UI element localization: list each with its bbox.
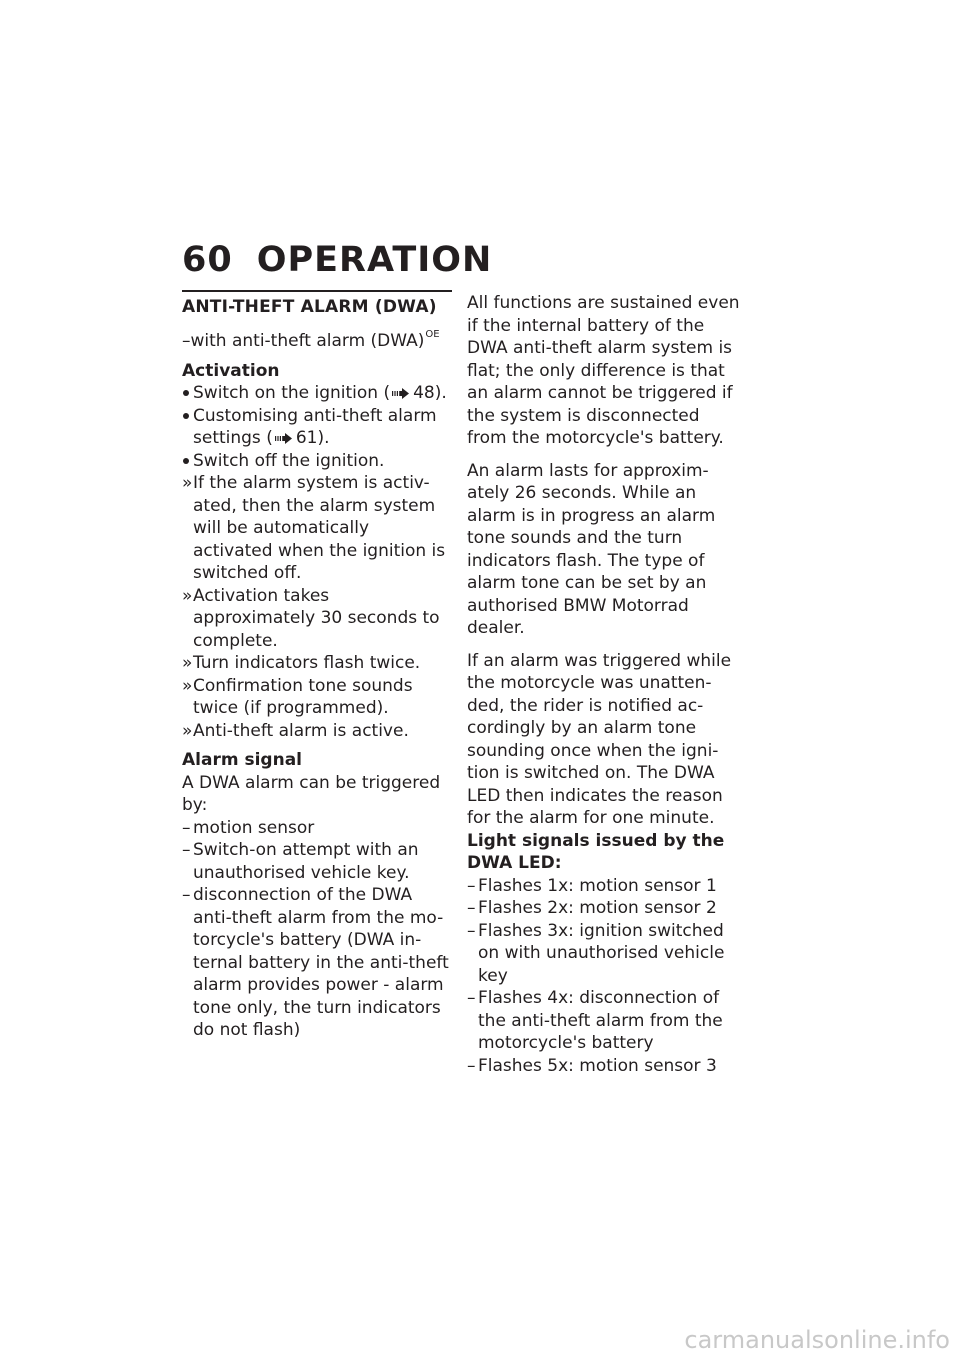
equipment-note xyxy=(182,324,452,353)
right-column xyxy=(467,292,742,1084)
paragraph-notification: If an alarm was triggered while the motorcycle was unatten- ded, the rider is notified ac- cordingly by an alarm tone sounding once when the igni- tion is switched on. The DWA LED then indicates the reason for the alarm for one minute. xyxy=(467,650,732,828)
bullet-icon xyxy=(183,390,189,396)
led-signal-text: Flashes 3x: ignition switched on with unauthorised vehicle key xyxy=(478,920,725,986)
step-text: Switch off the ignition. xyxy=(193,450,385,471)
chapter-title: OPERATION xyxy=(256,240,493,280)
result-text: If the alarm system is activ- ated, then the alarm system will be automatically activated when the ignition is switched off. xyxy=(193,473,446,583)
activation-step xyxy=(182,382,452,405)
result-marker-icon: » xyxy=(182,585,193,606)
led-signal-text: Flashes 1x: motion sensor 1 xyxy=(478,875,717,896)
activation-step xyxy=(182,450,452,473)
led-signal-item xyxy=(467,897,742,920)
dash-marker: – xyxy=(467,875,476,896)
step-text-end: ). xyxy=(434,383,447,403)
page-header xyxy=(182,240,492,280)
page-ref: 48 xyxy=(413,383,435,403)
step-text-end: ). xyxy=(317,428,330,448)
led-signal-item xyxy=(467,1055,742,1078)
equipment-text: with anti-theft alarm (DWA) xyxy=(190,331,425,351)
page-reference-arrow-icon xyxy=(392,388,410,399)
activation-heading: Activation xyxy=(182,360,280,381)
bullet-icon xyxy=(183,413,189,419)
left-column xyxy=(182,290,452,1049)
led-signal-text: Flashes 5x: motion sensor 3 xyxy=(478,1055,717,1076)
result-marker-icon: » xyxy=(182,653,193,673)
dash-marker: – xyxy=(467,920,476,941)
trigger-item xyxy=(182,839,452,884)
trigger-text: disconnection of the DWA anti-theft alarm from the mo- torcycle's battery (DWA in- ternal battery in the anti-theft alarm provides power - alarm tone only, the turn indicators do not flash) xyxy=(193,885,449,1040)
result-item xyxy=(182,472,452,585)
led-signal-item xyxy=(467,987,742,1055)
activation-steps xyxy=(182,382,452,472)
bullet-icon xyxy=(183,458,189,464)
section-title: ANTI-THEFT ALARM (DWA) xyxy=(182,290,452,318)
result-text: Confirmation tone sounds twice (if programmed). xyxy=(193,675,413,718)
activation-step xyxy=(182,405,452,450)
dash-marker: – xyxy=(467,1055,476,1076)
led-signals-heading: Light signals issued by the DWA LED: xyxy=(467,830,725,873)
step-text: Customising anti-theft alarm settings ( xyxy=(193,405,437,448)
equipment-mark: OE xyxy=(425,329,440,340)
led-signal-text: Flashes 4x: disconnection of the anti-theft alarm from the motorcycle's battery xyxy=(478,988,723,1053)
watermark: carmanualsonline.info xyxy=(684,1326,950,1354)
page-number: 60 xyxy=(182,240,233,280)
equipment-dash: – xyxy=(182,331,191,351)
result-text: Activation takes approximately 30 seconds to complete. xyxy=(193,585,440,651)
dash-marker: – xyxy=(467,898,476,918)
dash-marker: – xyxy=(182,885,191,905)
result-item xyxy=(182,585,452,653)
paragraph-battery: All functions are sustained even if the internal battery of the DWA anti-theft alarm system is flat; the only difference is that an alarm cannot be triggered if the system is disconnected from the motorcycle's battery. xyxy=(467,293,740,448)
led-signal-item xyxy=(467,920,742,988)
alarm-triggers xyxy=(182,817,452,1042)
trigger-item xyxy=(182,884,452,1042)
led-signals-list xyxy=(467,875,742,1078)
trigger-text: motion sensor xyxy=(193,817,315,838)
activation-results xyxy=(182,472,452,742)
step-text: Switch on the ignition ( xyxy=(193,383,391,403)
paragraph-alarm-duration: An alarm lasts for approxim- ately 26 seconds. While an alarm is in progress an alarm tone sounds and the turn indicators flash. The type of alarm tone can be set by an authorised BMW Motorrad dealer. xyxy=(467,460,716,638)
result-item xyxy=(182,720,452,743)
result-text: Turn indicators flash twice. xyxy=(193,653,421,673)
result-text: Anti-theft alarm is active. xyxy=(193,720,409,741)
result-item xyxy=(182,652,452,675)
alarm-signal-heading: Alarm signal xyxy=(182,750,302,770)
trigger-text: Switch-on attempt with an unauthorised vehicle key. xyxy=(193,840,419,883)
page-reference-arrow-icon xyxy=(275,433,293,444)
page-ref: 61 xyxy=(295,428,318,448)
dash-marker: – xyxy=(467,988,476,1008)
result-marker-icon: » xyxy=(182,675,193,696)
result-item xyxy=(182,675,452,720)
led-signal-text: Flashes 2x: motion sensor 2 xyxy=(478,898,717,918)
alarm-intro: A DWA alarm can be triggered by: xyxy=(182,772,441,815)
dash-marker: – xyxy=(182,840,191,860)
led-signal-item xyxy=(467,875,742,898)
result-marker-icon: » xyxy=(182,720,193,741)
dash-marker: – xyxy=(182,817,191,838)
result-marker-icon: » xyxy=(182,473,193,493)
trigger-item xyxy=(182,817,452,840)
